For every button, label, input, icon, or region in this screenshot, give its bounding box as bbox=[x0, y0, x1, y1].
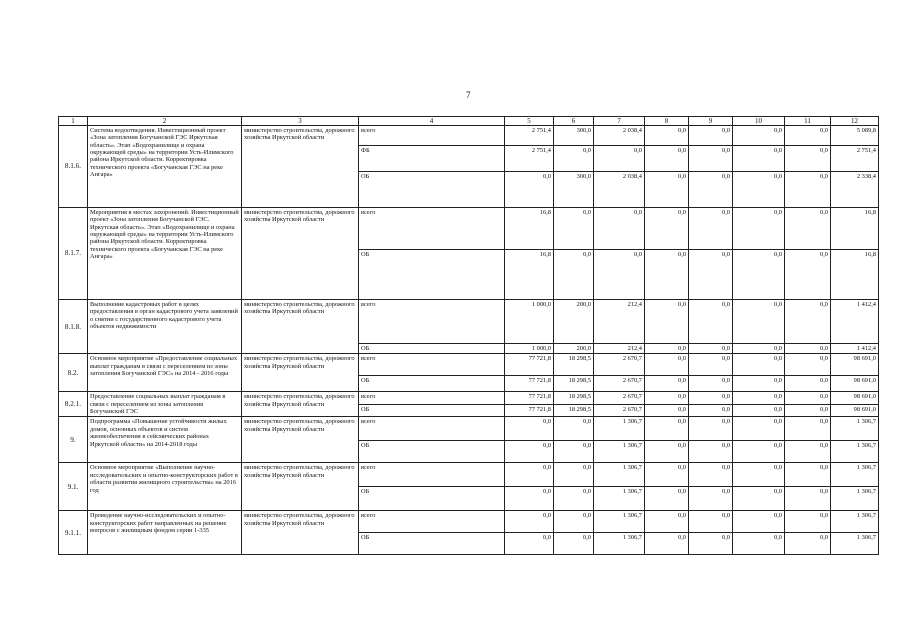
row-executor: министерство строительства, дорожного хозяйства Иркутской области bbox=[242, 300, 359, 354]
amount-cell: 0,0 bbox=[733, 208, 785, 250]
amount-cell: 1 306,7 bbox=[594, 463, 645, 487]
row-code: 8.2. bbox=[59, 354, 88, 392]
amount-cell: 0,0 bbox=[689, 404, 733, 417]
amount-cell: 1 306,7 bbox=[594, 487, 645, 511]
column-header: 6 bbox=[554, 117, 594, 126]
table-row bbox=[59, 417, 879, 441]
row-description: Выполнение кадастровых работ в целях предоставления в орган кадастрового учета заявлений о снятии с государственного кадастрового учета объектов недвижимости bbox=[88, 300, 242, 354]
row-code: 8.2.1. bbox=[59, 392, 88, 417]
amount-cell: 0,0 bbox=[645, 533, 689, 555]
amount-cell: 0,0 bbox=[689, 441, 733, 463]
table-row bbox=[59, 354, 879, 376]
funding-source: всего bbox=[359, 354, 505, 376]
amount-cell: 0,0 bbox=[733, 172, 785, 208]
column-header: 9 bbox=[689, 117, 733, 126]
row-executor: министерство строительства, дорожного хозяйства Иркутской области bbox=[242, 126, 359, 208]
row-executor: министерство строительства, дорожного хозяйства Иркутской области bbox=[242, 463, 359, 511]
amount-cell: 1 412,4 bbox=[831, 300, 879, 344]
funding-source: всего bbox=[359, 392, 505, 405]
amount-cell: 0,0 bbox=[785, 126, 831, 146]
table-row bbox=[59, 126, 879, 146]
column-header: 10 bbox=[733, 117, 785, 126]
amount-cell: 0,0 bbox=[554, 441, 594, 463]
funding-source: ОБ bbox=[359, 376, 505, 392]
amount-cell: 77 721,8 bbox=[505, 404, 554, 417]
amount-cell: 18 298,5 bbox=[554, 376, 594, 392]
amount-cell: 0,0 bbox=[554, 463, 594, 487]
amount-cell: 0,0 bbox=[785, 417, 831, 441]
amount-cell: 0,0 bbox=[733, 300, 785, 344]
amount-cell: 0,0 bbox=[785, 300, 831, 344]
row-code: 9.1. bbox=[59, 463, 88, 511]
funding-source: всего bbox=[359, 417, 505, 441]
page-number: 7 bbox=[466, 90, 471, 100]
amount-cell: 0,0 bbox=[733, 463, 785, 487]
amount-cell: 0,0 bbox=[594, 146, 645, 172]
amount-cell: 0,0 bbox=[554, 487, 594, 511]
row-description: Основное мероприятие «Предоставление социальных выплат гражданам в связи с переселением из зоны затопления Богучанской ГЭС» на 2014 - 2016 годы bbox=[88, 354, 242, 392]
amount-cell: 5 089,8 bbox=[831, 126, 879, 146]
funding-source: всего bbox=[359, 463, 505, 487]
amount-cell: 200,0 bbox=[554, 344, 594, 354]
amount-cell: 2 670,7 bbox=[594, 354, 645, 376]
amount-cell: 18 298,5 bbox=[554, 404, 594, 417]
row-executor: министерство строительства, дорожного хозяйства Иркутской области bbox=[242, 417, 359, 463]
amount-cell: 0,0 bbox=[785, 344, 831, 354]
amount-cell: 0,0 bbox=[733, 404, 785, 417]
amount-cell: 0,0 bbox=[689, 392, 733, 405]
amount-cell: 0,0 bbox=[554, 208, 594, 250]
column-header: 5 bbox=[505, 117, 554, 126]
column-header: 4 bbox=[359, 117, 505, 126]
amount-cell: 2 038,4 bbox=[594, 172, 645, 208]
table-row bbox=[59, 392, 879, 405]
amount-cell: 0,0 bbox=[733, 376, 785, 392]
amount-cell: 2 670,7 bbox=[594, 392, 645, 405]
amount-cell: 1 306,7 bbox=[594, 417, 645, 441]
amount-cell: 0,0 bbox=[689, 344, 733, 354]
amount-cell: 0,0 bbox=[785, 404, 831, 417]
amount-cell: 16,8 bbox=[505, 250, 554, 300]
amount-cell: 1 306,7 bbox=[831, 441, 879, 463]
amount-cell: 0,0 bbox=[554, 533, 594, 555]
table-row bbox=[59, 511, 879, 533]
amount-cell: 2 338,4 bbox=[831, 172, 879, 208]
amount-cell: 2 670,7 bbox=[594, 376, 645, 392]
row-executor: министерство строительства, дорожного хозяйства Иркутской области bbox=[242, 392, 359, 417]
amount-cell: 98 691,0 bbox=[831, 404, 879, 417]
funding-source: всего bbox=[359, 511, 505, 533]
row-code: 8.1.8. bbox=[59, 300, 88, 354]
row-description: Подпрограмма «Повышение устойчивости жилых домов, основных объектов и систем жизнеобеспечения в сейсмических районах Иркутской области» на 2014-2018 годы bbox=[88, 417, 242, 463]
amount-cell: 0,0 bbox=[785, 463, 831, 487]
amount-cell: 0,0 bbox=[505, 172, 554, 208]
amount-cell: 0,0 bbox=[785, 441, 831, 463]
amount-cell: 1 306,7 bbox=[831, 417, 879, 441]
column-header: 3 bbox=[242, 117, 359, 126]
amount-cell: 2 038,4 bbox=[594, 126, 645, 146]
amount-cell: 0,0 bbox=[689, 487, 733, 511]
amount-cell: 0,0 bbox=[689, 208, 733, 250]
amount-cell: 2 670,7 bbox=[594, 404, 645, 417]
row-code: 9. bbox=[59, 417, 88, 463]
amount-cell: 0,0 bbox=[645, 404, 689, 417]
amount-cell: 0,0 bbox=[785, 511, 831, 533]
amount-cell: 0,0 bbox=[689, 533, 733, 555]
funding-source: всего bbox=[359, 300, 505, 344]
column-header: 11 bbox=[785, 117, 831, 126]
amount-cell: 0,0 bbox=[645, 392, 689, 405]
row-executor: министерство строительства, дорожного хозяйства Иркутской области bbox=[242, 511, 359, 555]
amount-cell: 212,4 bbox=[594, 300, 645, 344]
budget-table bbox=[58, 116, 879, 555]
amount-cell: 2 751,4 bbox=[831, 146, 879, 172]
amount-cell: 0,0 bbox=[594, 250, 645, 300]
funding-source: ОБ bbox=[359, 441, 505, 463]
amount-cell: 0,0 bbox=[645, 250, 689, 300]
amount-cell: 0,0 bbox=[554, 417, 594, 441]
amount-cell: 1 412,4 bbox=[831, 344, 879, 354]
amount-cell: 77 721,8 bbox=[505, 354, 554, 376]
amount-cell: 0,0 bbox=[689, 463, 733, 487]
amount-cell: 98 691,0 bbox=[831, 392, 879, 405]
amount-cell: 0,0 bbox=[505, 511, 554, 533]
funding-source: ФБ bbox=[359, 146, 505, 172]
funding-source: ОБ bbox=[359, 250, 505, 300]
amount-cell: 0,0 bbox=[505, 441, 554, 463]
amount-cell: 212,4 bbox=[594, 344, 645, 354]
amount-cell: 77 721,8 bbox=[505, 392, 554, 405]
row-executor: министерство строительства, дорожного хозяйства Иркутской области bbox=[242, 208, 359, 300]
amount-cell: 0,0 bbox=[733, 344, 785, 354]
amount-cell: 2 751,4 bbox=[505, 146, 554, 172]
amount-cell: 0,0 bbox=[785, 354, 831, 376]
amount-cell: 0,0 bbox=[733, 250, 785, 300]
amount-cell: 0,0 bbox=[689, 250, 733, 300]
amount-cell: 0,0 bbox=[645, 300, 689, 344]
amount-cell: 0,0 bbox=[594, 208, 645, 250]
funding-source: всего bbox=[359, 208, 505, 250]
row-description: Основное мероприятие «Выполнение научно-исследовательских и опытно-конструкторских работ в области развития жилищного строительства» на 2016 год bbox=[88, 463, 242, 511]
amount-cell: 1 306,7 bbox=[831, 533, 879, 555]
amount-cell: 0,0 bbox=[689, 511, 733, 533]
amount-cell: 0,0 bbox=[645, 417, 689, 441]
funding-source: ОБ bbox=[359, 533, 505, 555]
table-row bbox=[59, 300, 879, 344]
amount-cell: 1 306,7 bbox=[594, 511, 645, 533]
amount-cell: 0,0 bbox=[689, 417, 733, 441]
amount-cell: 0,0 bbox=[689, 126, 733, 146]
amount-cell: 0,0 bbox=[689, 354, 733, 376]
amount-cell: 1 306,7 bbox=[831, 487, 879, 511]
funding-source: ОБ bbox=[359, 172, 505, 208]
amount-cell: 0,0 bbox=[645, 172, 689, 208]
amount-cell: 0,0 bbox=[554, 146, 594, 172]
table-row bbox=[59, 463, 879, 487]
amount-cell: 0,0 bbox=[733, 126, 785, 146]
amount-cell: 0,0 bbox=[733, 511, 785, 533]
amount-cell: 16,8 bbox=[831, 208, 879, 250]
header-row bbox=[59, 117, 879, 126]
amount-cell: 2 751,4 bbox=[505, 126, 554, 146]
amount-cell: 0,0 bbox=[785, 376, 831, 392]
amount-cell: 0,0 bbox=[689, 146, 733, 172]
funding-source: ОБ bbox=[359, 344, 505, 354]
amount-cell: 0,0 bbox=[785, 533, 831, 555]
amount-cell: 77 721,8 bbox=[505, 376, 554, 392]
amount-cell: 0,0 bbox=[733, 441, 785, 463]
amount-cell: 0,0 bbox=[733, 417, 785, 441]
amount-cell: 0,0 bbox=[645, 487, 689, 511]
amount-cell: 98 691,0 bbox=[831, 354, 879, 376]
amount-cell: 0,0 bbox=[645, 511, 689, 533]
amount-cell: 0,0 bbox=[733, 533, 785, 555]
amount-cell: 0,0 bbox=[689, 376, 733, 392]
amount-cell: 0,0 bbox=[645, 354, 689, 376]
amount-cell: 0,0 bbox=[785, 250, 831, 300]
row-description: Система водоотведения. Инвестиционный проект «Зона затопления Богучанской ГЭС Иркутская область». Этап «Водохранилище и охрана окружающей среды» на территории Усть-Илимского района Иркутской области. Корректировка технического проекта «Богучанская ГЭС на реке Ангара» bbox=[88, 126, 242, 208]
column-header: 12 bbox=[831, 117, 879, 126]
amount-cell: 0,0 bbox=[733, 487, 785, 511]
amount-cell: 0,0 bbox=[505, 417, 554, 441]
funding-source: ОБ bbox=[359, 404, 505, 417]
column-header: 2 bbox=[88, 117, 242, 126]
amount-cell: 0,0 bbox=[689, 300, 733, 344]
amount-cell: 0,0 bbox=[785, 208, 831, 250]
amount-cell: 0,0 bbox=[554, 511, 594, 533]
row-description: Мероприятия в местах захоронений. Инвестиционный проект «Зона затопления Богучанской ГЭС. Иркутская область». Этап «Водохранилище и охрана окружающей среды» на территории Усть-Илимского района Иркутской области. Корректировка технического проекта «Богучанская ГЭС на реке Ангара» bbox=[88, 208, 242, 300]
amount-cell: 0,0 bbox=[554, 250, 594, 300]
amount-cell: 200,0 bbox=[554, 300, 594, 344]
row-code: 9.1.1. bbox=[59, 511, 88, 555]
amount-cell: 300,0 bbox=[554, 172, 594, 208]
amount-cell: 1 000,0 bbox=[505, 344, 554, 354]
column-header: 7 bbox=[594, 117, 645, 126]
amount-cell: 0,0 bbox=[785, 146, 831, 172]
amount-cell: 98 691,0 bbox=[831, 376, 879, 392]
amount-cell: 1 306,7 bbox=[831, 463, 879, 487]
row-description: Предоставление социальных выплат гражданам в связи с переселением из зоны затопления Богучанской ГЭС bbox=[88, 392, 242, 417]
row-description: Проведение научно-исследовательских и опытно-конструкторских работ направленных на решение вопросов с жилищным фондом серии 1-335 bbox=[88, 511, 242, 555]
amount-cell: 300,0 bbox=[554, 126, 594, 146]
amount-cell: 0,0 bbox=[689, 172, 733, 208]
amount-cell: 1 000,0 bbox=[505, 300, 554, 344]
amount-cell: 0,0 bbox=[645, 126, 689, 146]
amount-cell: 0,0 bbox=[645, 463, 689, 487]
amount-cell: 0,0 bbox=[505, 463, 554, 487]
amount-cell: 0,0 bbox=[645, 376, 689, 392]
amount-cell: 16,8 bbox=[505, 208, 554, 250]
funding-source: ОБ bbox=[359, 487, 505, 511]
column-header: 1 bbox=[59, 117, 88, 126]
amount-cell: 18 298,5 bbox=[554, 392, 594, 405]
amount-cell: 0,0 bbox=[785, 392, 831, 405]
amount-cell: 0,0 bbox=[505, 533, 554, 555]
row-code: 8.1.6. bbox=[59, 126, 88, 208]
amount-cell: 0,0 bbox=[645, 441, 689, 463]
amount-cell: 0,0 bbox=[645, 208, 689, 250]
amount-cell: 1 306,7 bbox=[594, 441, 645, 463]
amount-cell: 0,0 bbox=[733, 354, 785, 376]
row-code: 8.1.7. bbox=[59, 208, 88, 300]
amount-cell: 0,0 bbox=[645, 344, 689, 354]
amount-cell: 0,0 bbox=[733, 392, 785, 405]
amount-cell: 1 306,7 bbox=[594, 533, 645, 555]
amount-cell: 0,0 bbox=[785, 172, 831, 208]
amount-cell: 0,0 bbox=[505, 487, 554, 511]
amount-cell: 1 306,7 bbox=[831, 511, 879, 533]
amount-cell: 0,0 bbox=[785, 487, 831, 511]
row-executor: министерство строительства, дорожного хозяйства Иркутской области bbox=[242, 354, 359, 392]
table-row bbox=[59, 208, 879, 250]
amount-cell: 0,0 bbox=[733, 146, 785, 172]
amount-cell: 16,8 bbox=[831, 250, 879, 300]
amount-cell: 0,0 bbox=[645, 146, 689, 172]
funding-source: всего bbox=[359, 126, 505, 146]
amount-cell: 18 298,5 bbox=[554, 354, 594, 376]
column-header: 8 bbox=[645, 117, 689, 126]
